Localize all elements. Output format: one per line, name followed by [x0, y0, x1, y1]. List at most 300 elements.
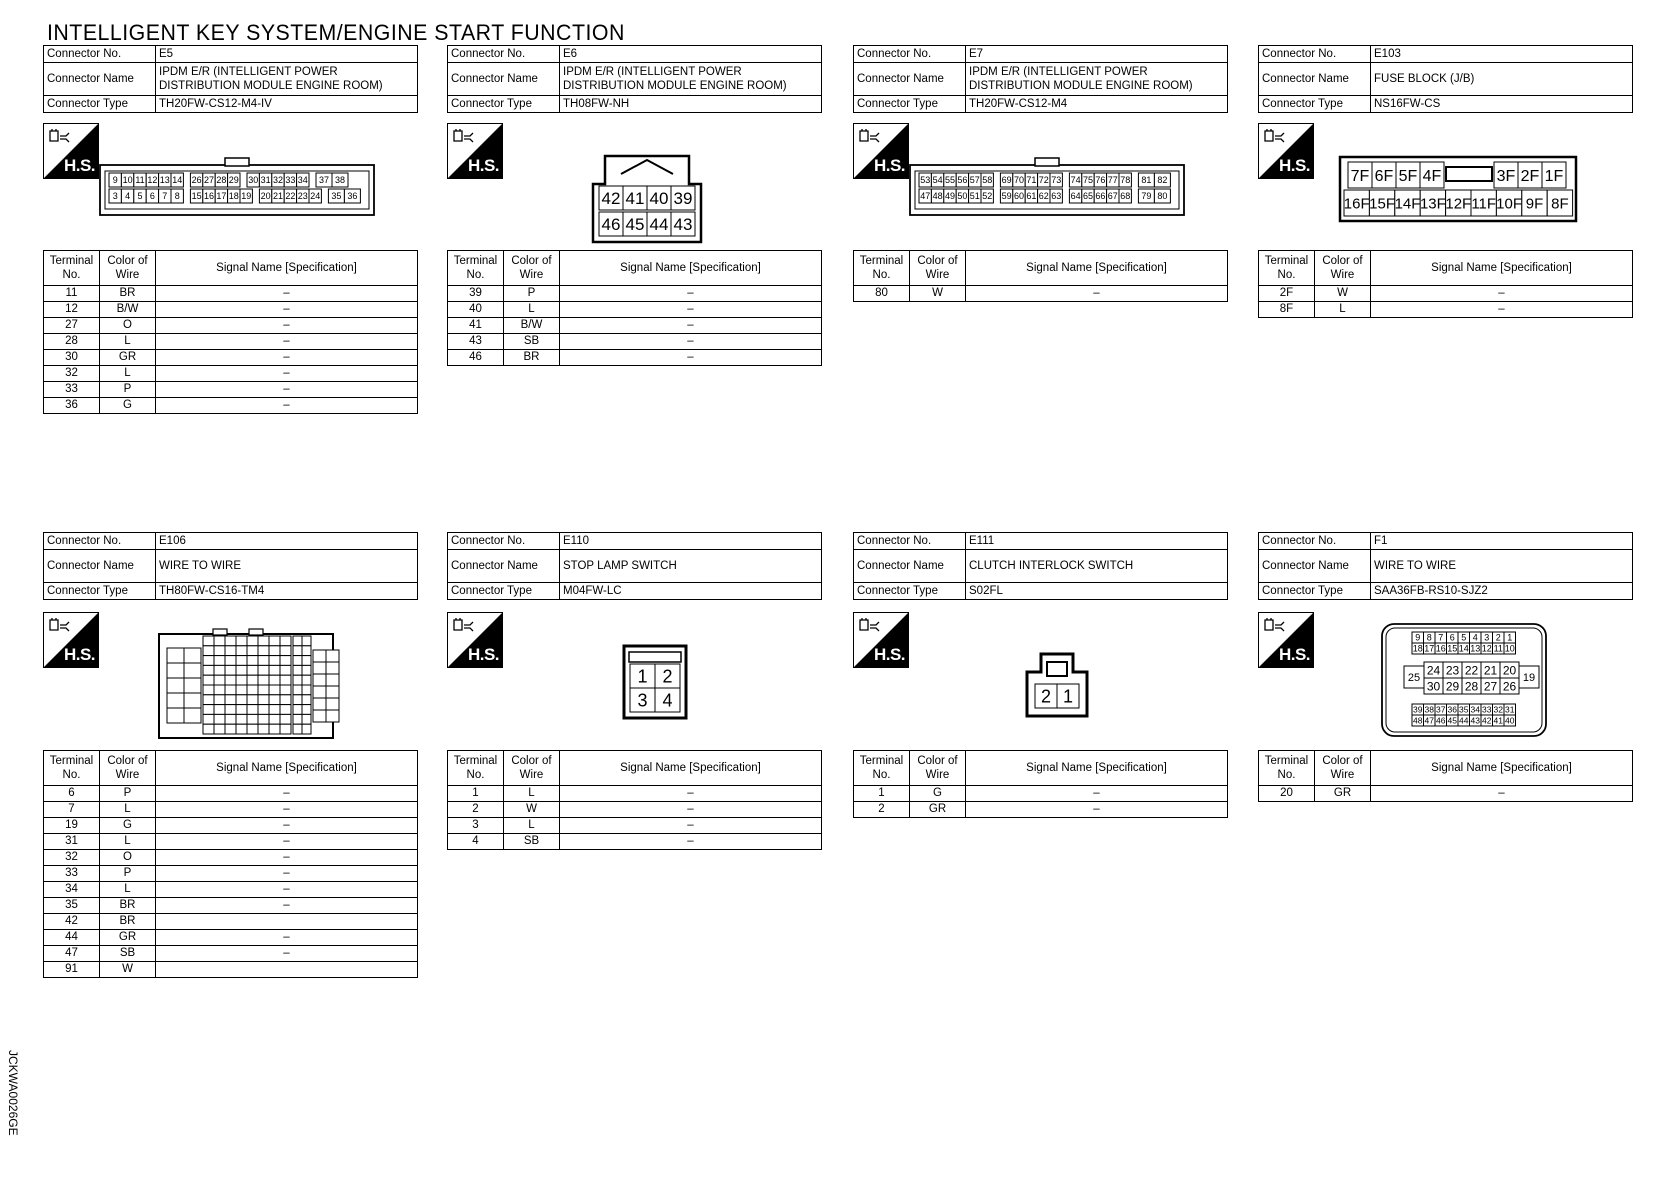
wire-color-cell: P	[504, 286, 560, 302]
signal-name-cell: –	[1371, 786, 1633, 802]
color-of-wire-header: Color of Wire	[504, 751, 560, 786]
terminal-no-cell: 31	[44, 834, 100, 850]
terminal-no-cell: 27	[44, 318, 100, 334]
pin-label: 4F	[1422, 167, 1442, 185]
terminal-table	[447, 750, 822, 850]
pin-label: 67	[1107, 191, 1118, 202]
pin-label: 59	[1001, 191, 1012, 202]
connector-name-label: Connector Name	[1259, 550, 1371, 583]
hs-badge: H.S.	[853, 123, 909, 179]
terminal-no-cell: 40	[448, 302, 504, 318]
signal-name-cell: –	[156, 318, 418, 334]
terminal-no-cell: 42	[44, 914, 100, 930]
signal-name-header: Signal Name [Specification]	[156, 751, 418, 786]
wire-color-cell: SB	[504, 334, 560, 350]
connector-block-e110	[447, 532, 822, 847]
connector-no-value: F1	[1371, 533, 1633, 550]
connector-name-value: CLUTCH INTERLOCK SWITCH	[966, 550, 1228, 583]
signal-name-cell	[156, 914, 418, 930]
pin-label: 12	[1481, 643, 1492, 654]
pin-label: 2F	[1520, 167, 1540, 185]
pin-label: 10	[122, 175, 133, 186]
pin-label: 75	[1082, 175, 1094, 186]
wire-color-cell: L	[100, 802, 156, 818]
color-of-wire-header: Color of Wire	[1315, 751, 1371, 786]
table-row	[854, 786, 1228, 802]
connector-name-label: Connector Name	[448, 63, 560, 96]
wire-color-cell: L	[100, 882, 156, 898]
pin-label: 3	[112, 191, 118, 202]
wire-color-cell: L	[100, 334, 156, 350]
pin-label: 74	[1070, 175, 1081, 186]
pin-label: 3	[1484, 632, 1490, 643]
table-row	[44, 834, 418, 850]
signal-name-cell: –	[156, 786, 418, 802]
connector-no-label: Connector No.	[1259, 533, 1371, 550]
pin-label: 4	[662, 690, 673, 711]
connector-type-label: Connector Type	[44, 96, 156, 113]
signal-name-cell: –	[156, 302, 418, 318]
pin-label: 11	[135, 175, 145, 186]
pin-label: 28	[216, 175, 227, 186]
wire-color-cell: B/W	[100, 302, 156, 318]
pin-label: 49	[944, 191, 956, 202]
pin-label: 72	[1038, 175, 1049, 186]
page-title: INTELLIGENT KEY SYSTEM/ENGINE START FUNCTION	[47, 20, 625, 45]
connector-name-label: Connector Name	[44, 63, 156, 96]
pin-label: 55	[944, 175, 956, 186]
signal-name-cell: –	[560, 786, 822, 802]
connector-no-value: E110	[560, 533, 822, 550]
pin-layout	[909, 157, 1185, 217]
pin-label: 53	[920, 175, 931, 186]
pin-label: 73	[1051, 175, 1062, 186]
wire-color-cell: W	[1315, 286, 1371, 302]
connector-no-label: Connector No.	[1259, 46, 1371, 63]
terminal-table	[43, 250, 418, 414]
terminal-no-cell: 11	[44, 286, 100, 302]
pin-label: 38	[1424, 704, 1434, 715]
signal-name-cell: –	[156, 350, 418, 366]
pin-label: 8	[1426, 632, 1432, 643]
pin-label: 5	[137, 191, 143, 202]
connector-no-value: E103	[1371, 46, 1633, 63]
pin-label: 26	[1502, 679, 1517, 694]
pin-label: 37	[1436, 704, 1446, 715]
connector-name-label: Connector Name	[854, 550, 966, 583]
pin-layout	[620, 644, 690, 724]
wire-color-cell: L	[100, 366, 156, 382]
terminal-no-header: Terminal No.	[44, 251, 100, 286]
pin-label: 24	[310, 191, 321, 202]
pin-label: 46	[1436, 715, 1446, 726]
pin-label: 16	[203, 191, 215, 202]
connector-type-label: Connector Type	[854, 96, 966, 113]
signal-name-cell: –	[560, 350, 822, 366]
connector-type-value: TH20FW-CS12-M4-IV	[156, 96, 418, 113]
wire-color-cell: W	[100, 962, 156, 978]
pin-label: 18	[228, 191, 239, 202]
signal-name-cell	[156, 962, 418, 978]
terminal-no-cell: 30	[44, 350, 100, 366]
connector-name-label: Connector Name	[854, 63, 966, 96]
pin-label: 8F	[1551, 195, 1569, 213]
terminal-no-cell: 43	[448, 334, 504, 350]
wire-color-cell: SB	[100, 946, 156, 962]
signal-name-cell: –	[156, 818, 418, 834]
pin-label: 23	[297, 191, 308, 202]
connector-header-table	[1258, 45, 1633, 113]
pin-label: 14F	[1394, 195, 1421, 213]
table-row	[448, 334, 822, 350]
pin-label: 20	[260, 191, 271, 202]
pin-label: 5	[1461, 632, 1467, 643]
pin-label: 47	[1424, 715, 1434, 726]
signal-name-header: Signal Name [Specification]	[966, 751, 1228, 786]
signal-name-header: Signal Name [Specification]	[560, 251, 822, 286]
terminal-no-cell: 41	[448, 318, 504, 334]
terminal-no-cell: 33	[44, 382, 100, 398]
connector-header-table	[853, 45, 1228, 113]
harness-side-icon	[451, 127, 475, 147]
pin-label: 15	[191, 191, 202, 202]
terminal-table	[43, 750, 418, 978]
table-row	[44, 866, 418, 882]
signal-name-cell: –	[156, 334, 418, 350]
terminal-no-cell: 33	[44, 866, 100, 882]
wire-color-cell: L	[504, 786, 560, 802]
terminal-no-cell: 34	[44, 882, 100, 898]
wire-color-cell: L	[504, 818, 560, 834]
connector-header-table	[1258, 532, 1633, 600]
connector-type-value: SAA36FB-RS10-SJZ2	[1371, 583, 1633, 600]
connector-no-label: Connector No.	[448, 533, 560, 550]
pin-label: 78	[1120, 175, 1131, 186]
signal-name-cell: –	[156, 366, 418, 382]
hs-badge: H.S.	[447, 123, 503, 179]
terminal-table	[853, 250, 1228, 302]
pin-label: 10F	[1496, 195, 1523, 213]
pin-label: 71	[1026, 175, 1037, 186]
connector-header-table	[447, 532, 822, 600]
terminal-no-header: Terminal No.	[448, 251, 504, 286]
terminal-no-cell: 46	[448, 350, 504, 366]
pin-label: 26	[191, 175, 202, 186]
pin-label: 8	[174, 191, 180, 202]
connector-no-label: Connector No.	[44, 46, 156, 63]
pin-label: 60	[1013, 191, 1025, 202]
connector-block-e7	[853, 45, 1228, 299]
color-of-wire-header: Color of Wire	[504, 251, 560, 286]
connector-type-label: Connector Type	[448, 96, 560, 113]
pin-label: 4	[1472, 632, 1478, 643]
connector-face-e111	[1023, 650, 1093, 720]
pin-label: 10	[1504, 643, 1515, 654]
signal-name-cell: –	[560, 818, 822, 834]
pin-label: 33	[285, 175, 296, 186]
table-row	[448, 818, 822, 834]
pin-label: 13	[1470, 643, 1481, 654]
terminal-no-header: Terminal No.	[44, 751, 100, 786]
terminal-no-cell: 28	[44, 334, 100, 350]
signal-name-cell: –	[156, 930, 418, 946]
connector-name-value: FUSE BLOCK (J/B)	[1371, 63, 1633, 96]
connector-type-value: M04FW-LC	[560, 583, 822, 600]
pin-label: 70	[1013, 175, 1025, 186]
connector-name-value: WIRE TO WIRE	[156, 550, 418, 583]
pin-label: 7	[1438, 632, 1444, 643]
signal-name-cell: –	[560, 802, 822, 818]
table-row	[448, 286, 822, 302]
pin-label: 16	[1435, 643, 1446, 654]
wire-color-cell: BR	[100, 914, 156, 930]
pin-label: 22	[1464, 663, 1479, 678]
pin-label: 45	[625, 215, 645, 235]
pin-label: 45	[1447, 715, 1457, 726]
pin-label: 2	[662, 666, 673, 687]
terminal-no-cell: 2F	[1259, 286, 1315, 302]
signal-name-cell: –	[1371, 286, 1633, 302]
pin-label: 54	[932, 175, 943, 186]
pin-label: 11F	[1471, 195, 1497, 213]
table-row	[44, 366, 418, 382]
pin-label: 42	[601, 189, 621, 209]
table-row	[44, 318, 418, 334]
pin-label: 52	[982, 191, 993, 202]
connector-face-e103	[1338, 155, 1578, 225]
connector-header-table	[853, 532, 1228, 600]
connector-face-f1	[1378, 622, 1550, 740]
connector-type-label: Connector Type	[448, 583, 560, 600]
table-row	[44, 850, 418, 866]
hs-badge: H.S.	[853, 612, 909, 668]
pin-label: 33	[1482, 704, 1492, 715]
pin-label: 56	[957, 175, 968, 186]
connector-no-value: E5	[156, 46, 418, 63]
harness-side-icon	[857, 127, 881, 147]
pin-label: 6	[149, 191, 155, 202]
pin-label: 13	[159, 175, 170, 186]
signal-name-cell: –	[156, 882, 418, 898]
signal-name-header: Signal Name [Specification]	[560, 751, 822, 786]
table-row	[448, 802, 822, 818]
terminal-no-cell: 2	[854, 802, 910, 818]
pin-label: 7	[162, 191, 168, 202]
connector-no-value: E106	[156, 533, 418, 550]
wire-color-cell: BR	[100, 898, 156, 914]
pin-label: 11	[1493, 643, 1503, 654]
pin-layout	[157, 628, 335, 740]
pin-label: 21	[1483, 663, 1498, 678]
wire-color-cell: W	[910, 286, 966, 302]
pin-label: 50	[957, 191, 968, 202]
connector-no-label: Connector No.	[854, 533, 966, 550]
table-row	[44, 946, 418, 962]
hs-badge: H.S.	[43, 612, 99, 668]
pin-label: 48	[1413, 715, 1423, 726]
pin-label: 81	[1141, 175, 1152, 186]
signal-name-cell: –	[560, 318, 822, 334]
connector-face-e110	[620, 644, 690, 724]
harness-side-icon	[47, 616, 71, 636]
signal-name-header: Signal Name [Specification]	[1371, 251, 1633, 286]
pin-label: 2	[1040, 686, 1052, 707]
pin-label: 66	[1095, 191, 1106, 202]
pin-label: 9	[112, 175, 118, 186]
terminal-no-cell: 20	[1259, 786, 1315, 802]
connector-type-value: S02FL	[966, 583, 1228, 600]
pin-label: 32	[272, 175, 284, 186]
pin-label: 17	[216, 191, 227, 202]
terminal-no-cell: 91	[44, 962, 100, 978]
table-row	[44, 802, 418, 818]
table-row	[44, 930, 418, 946]
pin-label: 24	[1426, 663, 1441, 678]
pin-label: 6F	[1374, 167, 1394, 185]
signal-name-header: Signal Name [Specification]	[156, 251, 418, 286]
pin-label: 1	[1507, 632, 1513, 643]
terminal-no-cell: 39	[448, 286, 504, 302]
terminal-no-cell: 8F	[1259, 302, 1315, 318]
connector-block-e5	[43, 45, 418, 411]
pin-layout	[591, 152, 703, 244]
wire-color-cell: G	[100, 398, 156, 414]
connector-type-label: Connector Type	[1259, 583, 1371, 600]
pin-label: 12F	[1445, 195, 1472, 213]
signal-name-cell: –	[156, 834, 418, 850]
pin-label: 1F	[1544, 167, 1564, 185]
color-of-wire-header: Color of Wire	[100, 751, 156, 786]
pin-label: 4	[125, 191, 131, 202]
signal-name-cell: –	[156, 850, 418, 866]
wire-color-cell: O	[100, 850, 156, 866]
pin-label: 41	[1493, 715, 1503, 726]
pin-label: 36	[347, 191, 358, 202]
pin-label: 57	[969, 175, 980, 186]
signal-name-cell: –	[966, 286, 1228, 302]
table-row	[1259, 302, 1633, 318]
wire-color-cell: SB	[504, 834, 560, 850]
terminal-no-cell: 32	[44, 850, 100, 866]
pin-label: 30	[1426, 679, 1441, 694]
pin-label: 18	[1412, 643, 1423, 654]
signal-name-cell: –	[966, 802, 1228, 818]
connector-no-label: Connector No.	[854, 46, 966, 63]
table-row	[1259, 286, 1633, 302]
connector-face-e106	[157, 628, 335, 740]
wire-color-cell: GR	[1315, 786, 1371, 802]
pin-label: 44	[1459, 715, 1469, 726]
pin-label: 34	[297, 175, 308, 186]
table-row	[44, 882, 418, 898]
connector-name-value: IPDM E/R (INTELLIGENT POWER DISTRIBUTION MODULE ENGINE ROOM)	[560, 63, 822, 96]
connector-face-e7	[909, 157, 1185, 217]
connector-face-e6	[591, 152, 703, 244]
connector-type-label: Connector Type	[44, 583, 156, 600]
pin-label: 51	[969, 191, 980, 202]
connector-block-e6	[447, 45, 822, 363]
wire-color-cell: GR	[100, 350, 156, 366]
hs-badge: H.S.	[43, 123, 99, 179]
hs-badge: H.S.	[1258, 612, 1314, 668]
wire-color-cell: L	[100, 834, 156, 850]
pin-label: 38	[334, 175, 346, 186]
pin-label: 12	[147, 175, 158, 186]
connector-block-e111	[853, 532, 1228, 815]
table-row	[44, 914, 418, 930]
pin-label: 35	[331, 191, 342, 202]
table-row	[44, 350, 418, 366]
table-row	[448, 834, 822, 850]
harness-side-icon	[1262, 616, 1286, 636]
connector-block-e106	[43, 532, 418, 975]
pin-label: 22	[285, 191, 296, 202]
wire-color-cell: P	[100, 866, 156, 882]
pin-layout	[1378, 622, 1550, 740]
connector-type-label: Connector Type	[854, 583, 966, 600]
connector-type-value: TH20FW-CS12-M4	[966, 96, 1228, 113]
wire-color-cell: L	[504, 302, 560, 318]
pin-label: 36	[1447, 704, 1457, 715]
pin-label: 3	[637, 690, 648, 711]
pin-layout	[1338, 155, 1578, 225]
terminal-no-header: Terminal No.	[854, 751, 910, 786]
wire-color-cell: BR	[504, 350, 560, 366]
connector-type-label: Connector Type	[1259, 96, 1371, 113]
color-of-wire-header: Color of Wire	[910, 251, 966, 286]
table-row	[44, 334, 418, 350]
pin-label: 1	[637, 666, 648, 687]
wire-color-cell: O	[100, 318, 156, 334]
pin-label: 62	[1038, 191, 1049, 202]
wire-color-cell: B/W	[504, 318, 560, 334]
table-row	[44, 786, 418, 802]
connector-no-value: E6	[560, 46, 822, 63]
pin-label: 15F	[1369, 195, 1396, 213]
terminal-table	[1258, 250, 1633, 318]
wire-color-cell: P	[100, 382, 156, 398]
table-row	[448, 318, 822, 334]
pin-label: 77	[1107, 175, 1118, 186]
pin-label: 69	[1001, 175, 1012, 186]
pin-label: 17	[1424, 643, 1435, 654]
pin-label: 29	[1445, 679, 1460, 694]
signal-name-cell: –	[156, 946, 418, 962]
pin-label: 65	[1082, 191, 1094, 202]
connector-header-table	[447, 45, 822, 113]
terminal-table	[1258, 750, 1633, 802]
terminal-no-cell: 36	[44, 398, 100, 414]
wire-color-cell: W	[504, 802, 560, 818]
pin-label: 44	[649, 215, 669, 235]
table-row	[44, 898, 418, 914]
pin-label: 14	[1458, 643, 1469, 654]
wire-color-cell: GR	[100, 930, 156, 946]
terminal-no-cell: 2	[448, 802, 504, 818]
pin-label: 48	[932, 191, 943, 202]
terminal-no-cell: 47	[44, 946, 100, 962]
pin-label: 29	[228, 175, 239, 186]
terminal-no-cell: 35	[44, 898, 100, 914]
terminal-no-cell: 12	[44, 302, 100, 318]
table-row	[854, 286, 1228, 302]
wire-color-cell: P	[100, 786, 156, 802]
signal-name-cell: –	[156, 398, 418, 414]
pin-layout	[99, 157, 375, 217]
pin-label: 5F	[1398, 167, 1418, 185]
signal-name-cell: –	[560, 302, 822, 318]
table-row	[44, 398, 418, 414]
